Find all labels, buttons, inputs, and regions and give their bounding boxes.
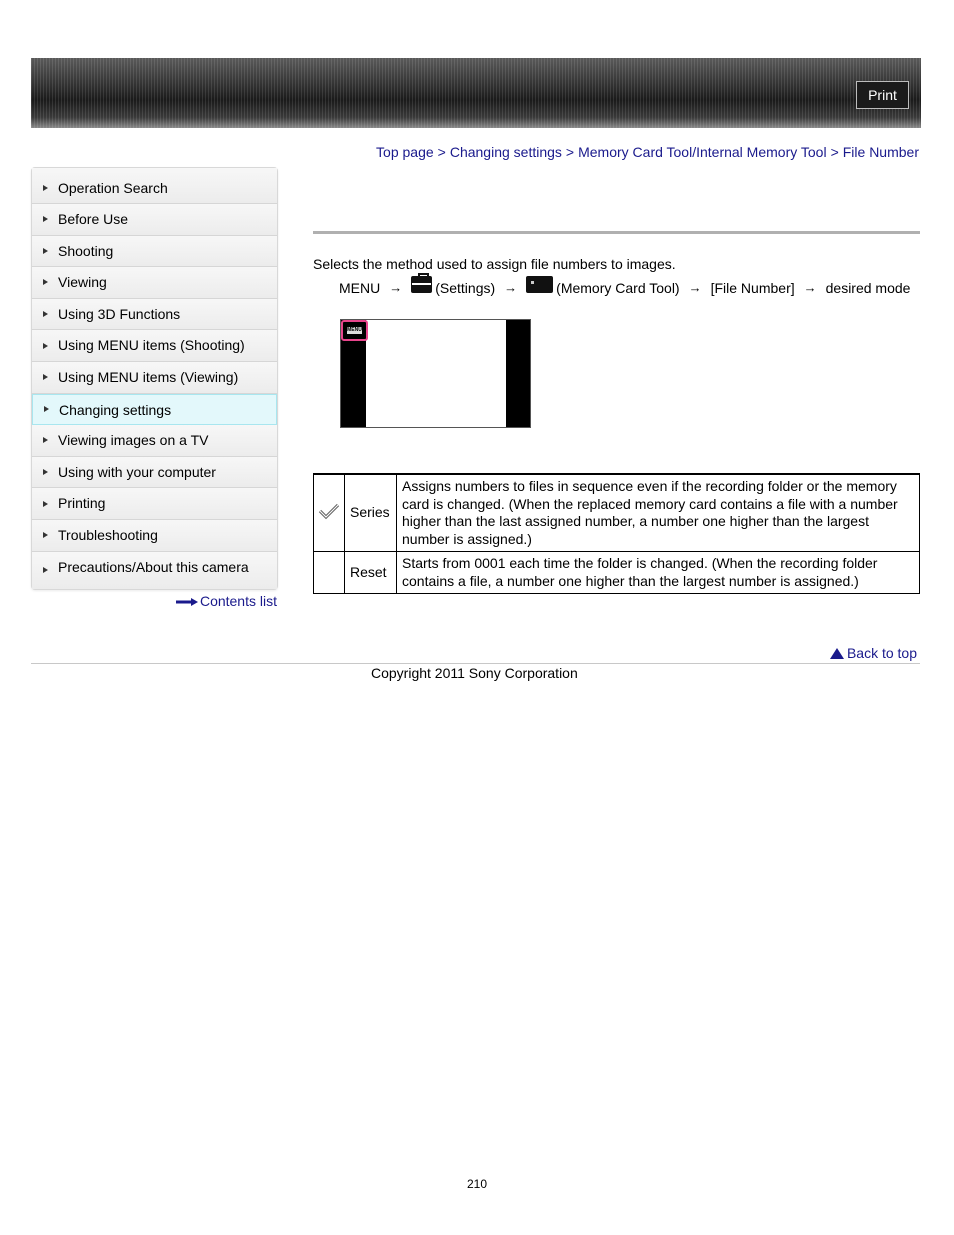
breadcrumb-separator: > [565,144,575,160]
arrow-right-icon: → [688,280,702,295]
sidebar-item-label: Using MENU items (Shooting) [58,337,245,354]
breadcrumb-memory-card-tool[interactable]: Memory Card Tool/Internal Memory Tool [578,144,827,160]
arrow-right-icon: → [803,280,817,295]
camera-screen-illustration [340,319,531,428]
checkmark-icon [318,502,340,520]
back-to-top-link[interactable] [830,645,917,661]
sidebar-item-label: Operation Search [58,180,168,196]
option-name: Series [345,474,397,552]
back-to-top-label: Back to top [846,645,917,661]
triangle-right-icon [43,216,48,222]
sidebar-item-changing-settings[interactable] [32,394,277,426]
triangle-right-icon [43,343,48,349]
settings-label: (Settings) [435,279,496,296]
triangle-up-icon [830,648,844,659]
arrow-right-icon: → [504,280,518,295]
sidebar-nav [31,167,278,590]
contents-list-label: Contents list [199,593,277,609]
triangle-right-icon [43,185,48,191]
sidebar-item-precautions[interactable] [32,552,277,589]
table-row [314,552,920,594]
triangle-right-icon [43,248,48,254]
sidebar-item-menu-shooting[interactable] [32,330,277,362]
option-name: Reset [345,552,397,594]
sidebar-item-viewing[interactable] [32,267,277,299]
breadcrumb-separator: > [830,144,839,160]
contents-list-link[interactable] [176,593,277,609]
sidebar-item-computer[interactable] [32,457,277,489]
menu-button-highlight [341,320,368,341]
sidebar-item-label: Shooting [58,242,114,259]
triangle-right-icon [43,501,48,507]
desired-mode-label: desired mode [825,279,911,296]
sidebar-item-label: Changing settings [59,401,172,418]
default-marker-cell [314,552,345,594]
menu-label: MENU [339,279,381,296]
option-description: Starts from 0001 each time the folder is changed. (When the recording folder contains a file, a number one higher than the largest number is assigned.) [397,552,920,594]
sidebar-item-label: Viewing [58,274,107,291]
memory-card-tool-label: (Memory Card Tool) [556,279,680,296]
sidebar-item-menu-viewing[interactable] [32,362,277,394]
intro-text: Selects the method used to assign file numbers to images. [313,256,676,272]
arrow-right-icon [176,598,198,606]
sidebar-item-label: Using MENU items (Viewing) [58,368,239,385]
triangle-right-icon [43,532,48,538]
menu-path [339,279,910,296]
option-description: Assigns numbers to files in sequence even if the recording folder or the memory card is changed. (When the replaced memory card contains a file with a number higher than the last assigned number, a number one higher than the largest number is assigned.) [397,474,920,552]
breadcrumb-separator: > [437,144,446,160]
memory-card-tool-icon [526,276,553,293]
sidebar-item-label: Troubleshooting [58,526,158,543]
sidebar-item-3d-functions[interactable] [32,299,277,331]
file-number-label: [File Number] [710,279,795,296]
triangle-right-icon [44,406,49,412]
default-marker-cell [314,474,345,552]
header-banner [31,58,921,128]
sidebar-item-label: Viewing images on a TV [58,432,209,449]
breadcrumb-top-page[interactable]: Top page [376,144,434,160]
sidebar-item-shooting[interactable] [32,236,277,268]
sidebar-item-label: Printing [58,495,106,512]
copyright-text: Copyright 2011 Sony Corporation [371,665,578,681]
screen-right-bar [506,320,530,427]
sidebar-item-label: Using with your computer [58,463,216,480]
sidebar-item-label: Using 3D Functions [58,305,181,322]
page-number: 210 [466,1177,488,1191]
breadcrumb-changing-settings[interactable]: Changing settings [449,144,562,160]
table-row [314,474,920,552]
sidebar-item-troubleshooting[interactable] [32,520,277,552]
triangle-right-icon [43,567,48,573]
sidebar-item-label: Precautions/About this camera [58,558,249,575]
print-button[interactable]: Print [856,81,909,109]
breadcrumb-file-number[interactable]: File Number [842,144,919,160]
breadcrumb [376,144,919,160]
triangle-right-icon [43,311,48,317]
triangle-right-icon [43,469,48,475]
sidebar-item-viewing-tv[interactable] [32,425,277,457]
sidebar-item-before-use[interactable] [32,204,277,236]
sidebar-item-operation-search[interactable] [32,168,277,204]
triangle-right-icon [43,279,48,285]
arrow-right-icon: → [389,280,403,295]
title-divider [313,231,920,234]
menu-button-label: MENU [347,327,362,333]
triangle-right-icon [43,437,48,443]
triangle-right-icon [43,374,48,380]
settings-toolbox-icon [411,276,432,293]
sidebar-item-label: Before Use [58,211,129,227]
footer-divider [31,663,920,664]
options-table [313,473,920,594]
sidebar-item-printing[interactable] [32,488,277,520]
